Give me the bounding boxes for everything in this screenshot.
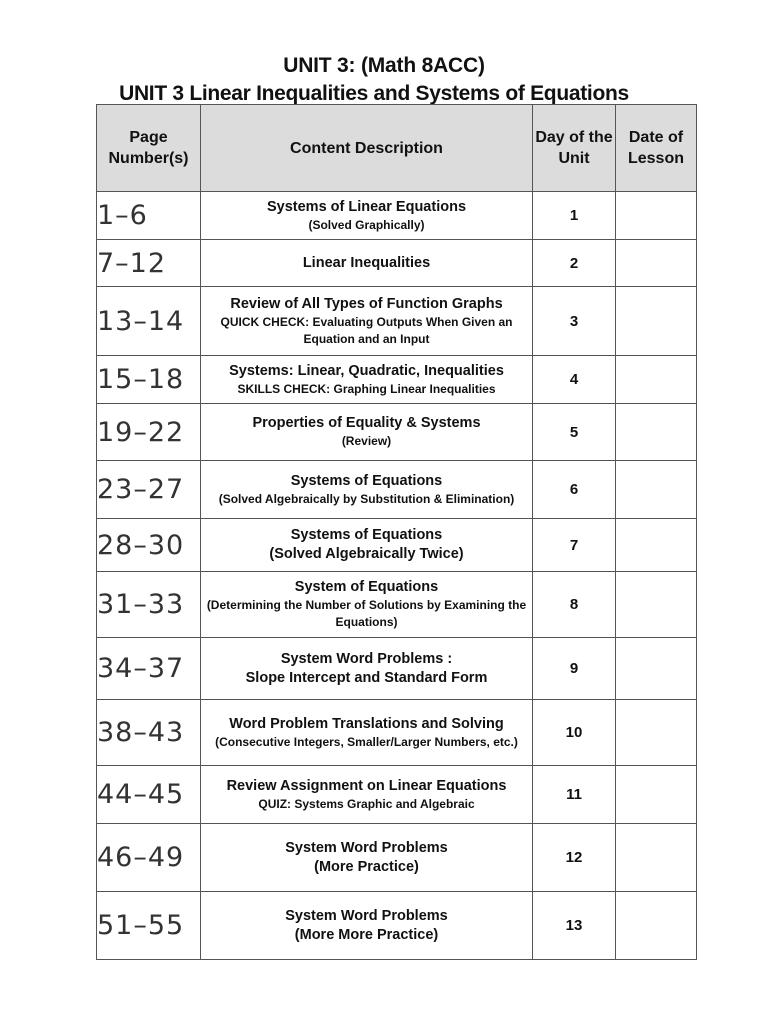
day-of-unit-cell: 6 <box>533 461 616 519</box>
day-of-unit-cell: 7 <box>533 519 616 572</box>
lesson-subtitle: (Solved Algebraically Twice) <box>269 546 464 562</box>
table-row <box>97 404 697 461</box>
date-of-lesson-cell <box>616 240 697 287</box>
date-of-lesson-cell <box>616 700 697 766</box>
lesson-title: Word Problem Translations and Solving <box>229 715 504 732</box>
date-of-lesson-cell <box>616 519 697 572</box>
contents-table <box>96 104 697 960</box>
content-description-cell <box>201 461 533 519</box>
day-of-unit-cell: 10 <box>533 700 616 766</box>
lesson-title: Review of All Types of Function Graphs <box>230 295 503 312</box>
day-of-unit-cell: 1 <box>533 192 616 240</box>
lesson-title: Systems of Equations <box>290 472 443 489</box>
lesson-subtitle: SKILLS CHECK: Graphing Linear Inequalities <box>237 381 496 396</box>
lesson-title: System Word Problems : <box>280 650 453 667</box>
unit-title: UNIT 3: (Math 8ACC) <box>283 54 485 77</box>
content-description-cell <box>201 572 533 638</box>
lesson-title: Review Assignment on Linear Equations <box>226 777 507 794</box>
table-row <box>97 892 697 960</box>
date-of-lesson-cell <box>616 824 697 892</box>
day-of-unit-cell: 13 <box>533 892 616 960</box>
document-header <box>0 52 768 108</box>
lesson-subtitle: (More Practice) <box>314 858 419 875</box>
lesson-title: System of Equations <box>294 579 439 595</box>
lesson-title: Linear Inequalities <box>302 254 431 271</box>
day-of-unit-cell: 11 <box>533 766 616 824</box>
content-description-cell <box>201 287 533 356</box>
page-numbers-cell: 46–49 <box>97 824 201 892</box>
content-description-cell <box>201 404 533 461</box>
page-numbers-cell: 1–6 <box>97 192 201 240</box>
date-of-lesson-cell <box>616 192 697 240</box>
page-numbers-cell: 34–37 <box>97 638 201 700</box>
content-description-cell <box>201 700 533 766</box>
content-description-cell <box>201 766 533 824</box>
lesson-subtitle: (Review) <box>341 434 392 448</box>
lesson-subtitle: (Solved Graphically) <box>308 217 425 232</box>
table-row <box>97 287 697 356</box>
content-description-cell <box>201 892 533 960</box>
column-header-page-numbers: Page Number(s) <box>97 105 201 192</box>
lesson-subtitle: QUIZ: Systems Graphic and Algebraic <box>258 796 475 811</box>
lesson-title: Systems of Linear Equations <box>266 198 467 215</box>
table-row <box>97 572 697 638</box>
page-numbers-cell: 19–22 <box>97 404 201 461</box>
lesson-subtitle: Slope Intercept and Standard Form <box>245 669 488 686</box>
page-numbers-cell: 7–12 <box>97 240 201 287</box>
day-of-unit-cell: 8 <box>533 572 616 638</box>
day-of-unit-cell: 3 <box>533 287 616 356</box>
date-of-lesson-cell <box>616 892 697 960</box>
lesson-title: Systems of Equations <box>290 527 443 543</box>
column-header-day-of-unit: Day of the Unit <box>533 105 616 192</box>
lesson-title: System Word Problems <box>285 839 448 856</box>
table-header-row <box>97 105 697 192</box>
day-of-unit-cell: 5 <box>533 404 616 461</box>
content-description-cell <box>201 356 533 404</box>
lesson-title: Systems: Linear, Quadratic, Inequalities <box>229 362 504 379</box>
table-row <box>97 192 697 240</box>
content-description-cell <box>201 240 533 287</box>
page-numbers-cell: 44–45 <box>97 766 201 824</box>
table-row <box>97 356 697 404</box>
table-row <box>97 461 697 519</box>
table-row <box>97 766 697 824</box>
content-description-cell <box>201 638 533 700</box>
date-of-lesson-cell <box>616 638 697 700</box>
lesson-subtitle: QUICK CHECK: Evaluating Outputs When Given an Equation and an Input <box>220 314 513 346</box>
page-numbers-cell: 15–18 <box>97 356 201 404</box>
lesson-subtitle: (Determining the Number of Solutions by Examining the Equations) <box>206 598 527 629</box>
table-row <box>97 519 697 572</box>
lesson-title: System Word Problems <box>285 907 448 924</box>
table-row <box>97 700 697 766</box>
table-body <box>97 192 697 960</box>
day-of-unit-cell: 12 <box>533 824 616 892</box>
date-of-lesson-cell <box>616 287 697 356</box>
lesson-title: Properties of Equality & Systems <box>252 415 481 431</box>
date-of-lesson-cell <box>616 766 697 824</box>
date-of-lesson-cell <box>616 572 697 638</box>
date-of-lesson-cell <box>616 404 697 461</box>
lesson-subtitle: (Consecutive Integers, Smaller/Larger Numbers, etc.) <box>215 734 518 749</box>
content-description-cell <box>201 192 533 240</box>
lesson-subtitle: (Solved Algebraically by Substitution & Elimination) <box>218 491 515 506</box>
day-of-unit-cell: 9 <box>533 638 616 700</box>
page-numbers-cell: 13–14 <box>97 287 201 356</box>
page-numbers-cell: 38–43 <box>97 700 201 766</box>
table-row <box>97 638 697 700</box>
page-numbers-cell: 28–30 <box>97 519 201 572</box>
date-of-lesson-cell <box>616 356 697 404</box>
table-row <box>97 240 697 287</box>
page-numbers-cell: 31–33 <box>97 572 201 638</box>
table-row <box>97 824 697 892</box>
date-of-lesson-cell <box>616 461 697 519</box>
column-header-date-of-lesson: Date of Lesson <box>616 105 697 192</box>
page-numbers-cell: 23–27 <box>97 461 201 519</box>
day-of-unit-cell: 2 <box>533 240 616 287</box>
content-description-cell <box>201 824 533 892</box>
column-header-content-description: Content Description <box>201 105 533 192</box>
lesson-subtitle: (More More Practice) <box>294 926 439 943</box>
page-numbers-cell: 51–55 <box>97 892 201 960</box>
day-of-unit-cell: 4 <box>533 356 616 404</box>
unit-subtitle: UNIT 3 Linear Inequalities and Systems of Equations <box>119 82 629 105</box>
content-description-cell <box>201 519 533 572</box>
